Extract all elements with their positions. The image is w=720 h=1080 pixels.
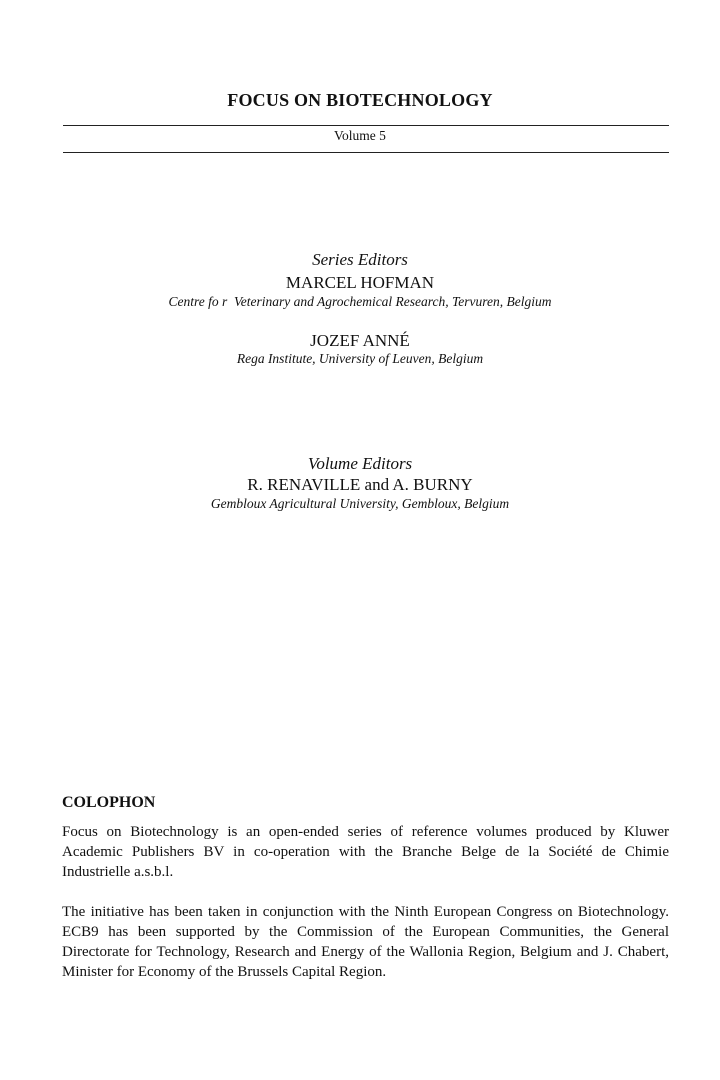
colophon-heading: COLOPHON bbox=[62, 794, 156, 811]
series-editors-heading: Series Editors bbox=[312, 250, 408, 269]
volume-editor-names: R. RENAVILLE and A. BURNY bbox=[247, 475, 473, 494]
colophon-paragraph-2: The initiative has been taken in conjunction with the Ninth European Congress on Biotechnology. ECB9 has been supported by the Commission of the European Communities, the General Directorate for Technology, Research and Energy of the Wallonia Region, Belgium and J. Chabert, Minister for Economy of the Brussels Capital Region. bbox=[62, 904, 669, 980]
volume-number: Volume 5 bbox=[334, 128, 386, 143]
series-editor-affiliation-2: Rega Institute, University of Leuven, Belgium bbox=[236, 351, 484, 366]
series-editor-affiliation-1: Centre fo r Veterinary and Agrochemical Research, Tervuren, Belgium bbox=[168, 294, 552, 309]
series-editor-name-1: MARCEL HOFMAN bbox=[285, 273, 435, 292]
volume-editors-heading: Volume Editors bbox=[307, 454, 413, 473]
top-rule bbox=[63, 125, 669, 126]
colophon-paragraph-1: Focus on Biotechnology is an open-ended series of reference volumes produced by Kluwer Academic Publishers BV in co-operation with the Branche Belge de la Société de Chimie Industrielle a.s.b.l. bbox=[62, 824, 669, 880]
volume-editors-affiliation: Gembloux Agricultural University, Gembloux, Belgium bbox=[210, 496, 510, 511]
bottom-rule bbox=[63, 152, 669, 153]
series-title: FOCUS ON BIOTECHNOLOGY bbox=[227, 90, 493, 110]
colophon-section bbox=[62, 793, 669, 982]
series-editor-name-2: JOZEF ANNÉ bbox=[310, 331, 410, 350]
